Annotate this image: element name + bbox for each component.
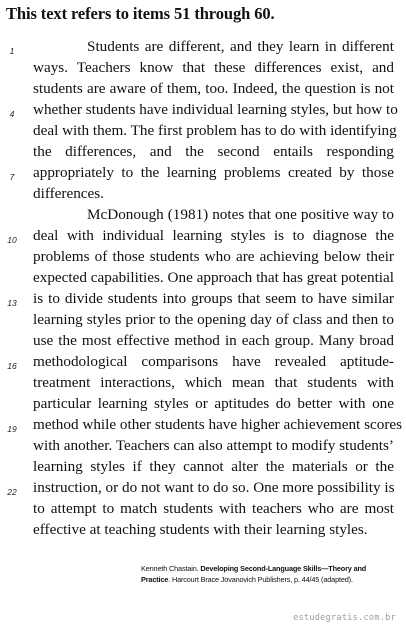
passage-line: Students are different, and they learn in different	[87, 38, 394, 55]
passage-line: methodological comparisons have revealed aptitude-	[33, 353, 394, 370]
line-number: 10	[7, 235, 17, 245]
passage-line: instruction, or do not want to do so. One more possibility is	[33, 479, 395, 496]
passage-line: problems of those students who are achieving below their	[33, 248, 394, 265]
passage-line: deal with individual learning styles is to diagnose the	[33, 227, 394, 244]
passage-line: McDonough (1981) notes that one positive way to	[87, 206, 394, 223]
page-heading: This text refers to items 51 through 60.	[6, 4, 275, 23]
passage-line: particular learning styles or aptitudes do better with one	[33, 395, 394, 412]
passage-line: learning styles if they cannot alter the materials or the	[33, 458, 394, 475]
passage-line: is to divide students into groups that seem to have similar	[33, 290, 394, 307]
citation-author: Kenneth Chastain.	[141, 564, 199, 573]
passage-line: expected capabilities. One approach that has great potential	[33, 269, 394, 286]
line-number: 1	[9, 46, 15, 56]
line-number: 7	[9, 172, 15, 182]
citation-publisher: . Harcourt Brace Jovanovich Publishers, p. 44/45 (adapted).	[168, 575, 353, 584]
line-number: 16	[7, 361, 17, 371]
passage-line: method while other students have higher achievement scores	[33, 416, 403, 433]
passage-line: differences.	[33, 185, 104, 202]
citation-title: Developing Second-Language Skills—Theory and	[200, 564, 367, 573]
passage-line: the differences, and the second entails responding	[33, 143, 394, 160]
line-number: 4	[9, 109, 15, 119]
passage-line: learning styles prior to the opening day of class and then to	[33, 311, 394, 328]
passage-line: use the most effective method in each group. Many broad	[33, 332, 394, 349]
passage-line: deal with them. The first problem has to do with identifying	[33, 122, 397, 139]
passage-line: treatment interactions, which mean that students with	[33, 374, 394, 391]
passage-line: effective at teaching students with their learning styles.	[33, 521, 368, 538]
passage-line: students are aware of them, too. Indeed, the question is not	[33, 80, 394, 97]
passage-line: to attempt to match students with teachers who are most	[33, 500, 394, 517]
passage-line: appropriately to the learning problems created by those	[33, 164, 394, 181]
citation-title-end: Practice	[141, 575, 169, 584]
site-watermark: estudegratis.com.br	[293, 613, 396, 623]
source-citation	[141, 563, 395, 585]
passage-line: with another. Teachers can also attempt to modify students’	[33, 437, 394, 454]
line-number: 22	[7, 487, 17, 497]
line-number: 13	[7, 298, 17, 308]
passage-line: whether students have individual learning styles, but how to	[33, 101, 398, 118]
line-number: 19	[7, 424, 17, 434]
passage-line: ways. Teachers know that these differences exist, and	[33, 59, 394, 76]
